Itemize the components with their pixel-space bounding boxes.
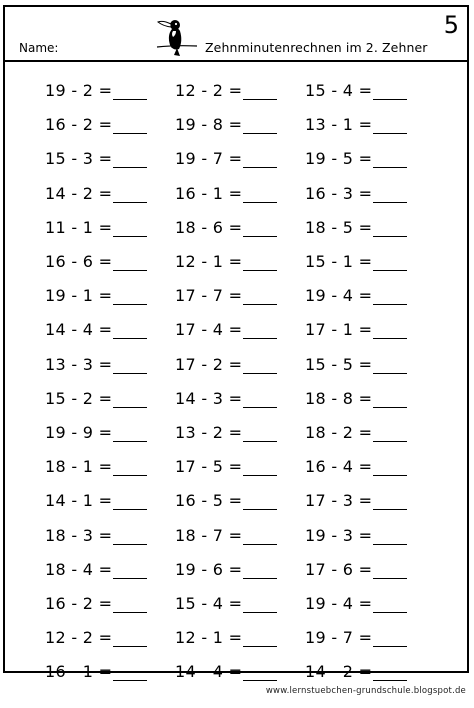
answer-blank[interactable] — [373, 202, 407, 203]
task-expression: 16 - 4 = — [305, 457, 373, 477]
answer-blank[interactable] — [373, 99, 407, 100]
footer-credit: www.lernstuebchen-grundschule.blogspot.de — [265, 686, 466, 696]
task-expression: 19 - 5 = — [305, 149, 373, 169]
answer-blank[interactable] — [243, 612, 277, 613]
answer-blank[interactable] — [113, 236, 147, 237]
answer-blank[interactable] — [243, 373, 277, 374]
answer-blank[interactable] — [113, 578, 147, 579]
answer-blank[interactable] — [243, 509, 277, 510]
answer-blank[interactable] — [243, 236, 277, 237]
task-row — [5, 347, 467, 381]
task-expression: 19 - 7 = — [175, 149, 243, 169]
task-row — [5, 518, 467, 552]
task-row — [5, 176, 467, 210]
task-row — [5, 210, 467, 244]
answer-blank[interactable] — [243, 475, 277, 476]
task-row — [5, 483, 467, 517]
answer-blank[interactable] — [113, 373, 147, 374]
worksheet-title: Zehnminutenrechnen im 2. Zehner — [205, 40, 428, 55]
answer-blank[interactable] — [373, 544, 407, 545]
answer-blank[interactable] — [243, 680, 277, 681]
task-expression: 16 - 6 = — [45, 252, 113, 271]
task-expression: 13 - 2 = — [175, 423, 243, 442]
answer-blank[interactable] — [113, 202, 147, 203]
task-expression: 11 - 1 = — [45, 217, 113, 237]
answer-blank[interactable] — [243, 407, 277, 408]
task-expression: 19 - 4 = — [305, 594, 373, 613]
answer-blank[interactable] — [113, 99, 147, 100]
answer-blank[interactable] — [243, 167, 277, 168]
task-expression: 17 - 7 = — [175, 286, 243, 306]
answer-blank[interactable] — [373, 680, 407, 681]
answer-blank[interactable] — [113, 133, 147, 134]
answer-blank[interactable] — [113, 509, 147, 510]
task-expression: 15 - 2 = — [45, 388, 113, 408]
answer-blank[interactable] — [243, 99, 277, 100]
task-expression: 19 - 6 = — [175, 559, 243, 579]
answer-blank[interactable] — [243, 578, 277, 579]
answer-blank[interactable] — [113, 612, 147, 613]
task-expression: 19 - 4 = — [305, 286, 373, 306]
task-expression: 12 - 1 = — [175, 628, 243, 648]
answer-blank[interactable] — [243, 304, 277, 305]
task-expression: 13 - 1 = — [305, 115, 373, 135]
toucan-icon — [155, 15, 199, 57]
task-expression: 14 - 1 = — [45, 491, 113, 511]
task-expression: 18 - 1 = — [45, 457, 113, 477]
task-expression: 18 - 6 = — [175, 217, 243, 237]
task-row — [5, 141, 467, 175]
task-expression: 19 - 2 = — [45, 81, 113, 100]
name-label: Name: — [19, 41, 59, 55]
task-row — [5, 381, 467, 415]
task-expression: 19 - 1 = — [45, 286, 113, 306]
task-expression: 12 - 1 = — [175, 252, 243, 271]
answer-blank[interactable] — [373, 407, 407, 408]
task-row — [5, 586, 467, 620]
answer-blank[interactable] — [243, 270, 277, 271]
answer-blank[interactable] — [373, 646, 407, 647]
task-expression: 17 - 5 = — [175, 457, 243, 477]
task-expression: 18 - 4 = — [45, 559, 113, 579]
answer-blank[interactable] — [113, 338, 147, 339]
answer-blank[interactable] — [373, 270, 407, 271]
answer-blank[interactable] — [113, 680, 147, 681]
task-expression: 18 - 3 = — [45, 525, 113, 545]
task-expression: 14 - 2 = — [45, 183, 113, 203]
worksheet-header — [5, 7, 467, 62]
answer-blank[interactable] — [113, 407, 147, 408]
task-row — [5, 620, 467, 654]
task-expression: 19 - 8 = — [175, 115, 243, 135]
task-expression: 15 - 4 = — [175, 594, 243, 613]
answer-blank[interactable] — [373, 304, 407, 305]
task-expression: 16 - 3 = — [305, 183, 373, 203]
task-row — [5, 107, 467, 141]
task-row — [5, 244, 467, 278]
task-expression: 15 - 1 = — [305, 252, 373, 271]
answer-blank[interactable] — [113, 646, 147, 647]
task-expression: 15 - 3 = — [45, 149, 113, 169]
answer-blank[interactable] — [113, 544, 147, 545]
task-expression: 18 - 2 = — [305, 423, 373, 442]
answer-blank[interactable] — [373, 236, 407, 237]
task-expression: 15 - 5 = — [305, 354, 373, 374]
task-expression: 18 - 5 = — [305, 217, 373, 237]
task-expression: 12 - 2 = — [45, 628, 113, 648]
answer-blank[interactable] — [243, 338, 277, 339]
answer-blank[interactable] — [113, 475, 147, 476]
task-expression: 18 - 8 = — [305, 388, 373, 408]
answer-blank[interactable] — [113, 441, 147, 442]
task-expression: 18 - 7 = — [175, 525, 243, 545]
answer-blank[interactable] — [373, 578, 407, 579]
answer-blank[interactable] — [373, 167, 407, 168]
task-expression: 17 - 4 = — [175, 320, 243, 340]
task-row — [5, 449, 467, 483]
task-expression: 17 - 3 = — [305, 491, 373, 511]
answer-blank[interactable] — [243, 441, 277, 442]
task-expression: 17 - 6 = — [305, 559, 373, 579]
task-expression: 14 - 4 = — [45, 320, 113, 340]
task-row — [5, 73, 467, 107]
answer-blank[interactable] — [243, 202, 277, 203]
answer-blank[interactable] — [373, 133, 407, 134]
answer-blank[interactable] — [373, 373, 407, 374]
task-row — [5, 552, 467, 586]
answer-blank[interactable] — [373, 338, 407, 339]
task-row — [5, 654, 467, 688]
task-expression: 14 - 3 = — [175, 388, 243, 408]
task-expression: 16 - 5 = — [175, 491, 243, 511]
answer-blank[interactable] — [113, 167, 147, 168]
task-expression: 19 - 7 = — [305, 628, 373, 648]
task-expression: 14 - 4 = — [175, 662, 243, 682]
answer-blank[interactable] — [373, 441, 407, 442]
answer-blank[interactable] — [113, 304, 147, 305]
task-expression: 14 - 2 = — [305, 662, 373, 682]
task-expression: 17 - 1 = — [305, 320, 373, 340]
answer-blank[interactable] — [243, 646, 277, 647]
task-row — [5, 415, 467, 449]
task-expression: 16 - 2 = — [45, 594, 113, 613]
task-expression: 16 - 2 = — [45, 115, 113, 135]
answer-blank[interactable] — [243, 544, 277, 545]
task-expression: 13 - 3 = — [45, 354, 113, 374]
worksheet — [3, 5, 469, 682]
task-expression: 17 - 2 = — [175, 354, 243, 374]
task-expression: 16 - 1 = — [45, 662, 113, 682]
task-expression: 12 - 2 = — [175, 81, 243, 100]
answer-blank[interactable] — [243, 133, 277, 134]
answer-blank[interactable] — [113, 270, 147, 271]
task-expression: 16 - 1 = — [175, 183, 243, 203]
answer-blank[interactable] — [373, 509, 407, 510]
task-row — [5, 278, 467, 312]
task-expression: 15 - 4 = — [305, 81, 373, 100]
sheet-number: 5 — [443, 11, 459, 39]
answer-blank[interactable] — [373, 475, 407, 476]
task-row — [5, 312, 467, 346]
answer-blank[interactable] — [373, 612, 407, 613]
task-expression: 19 - 9 = — [45, 423, 113, 442]
task-expression: 19 - 3 = — [305, 525, 373, 545]
